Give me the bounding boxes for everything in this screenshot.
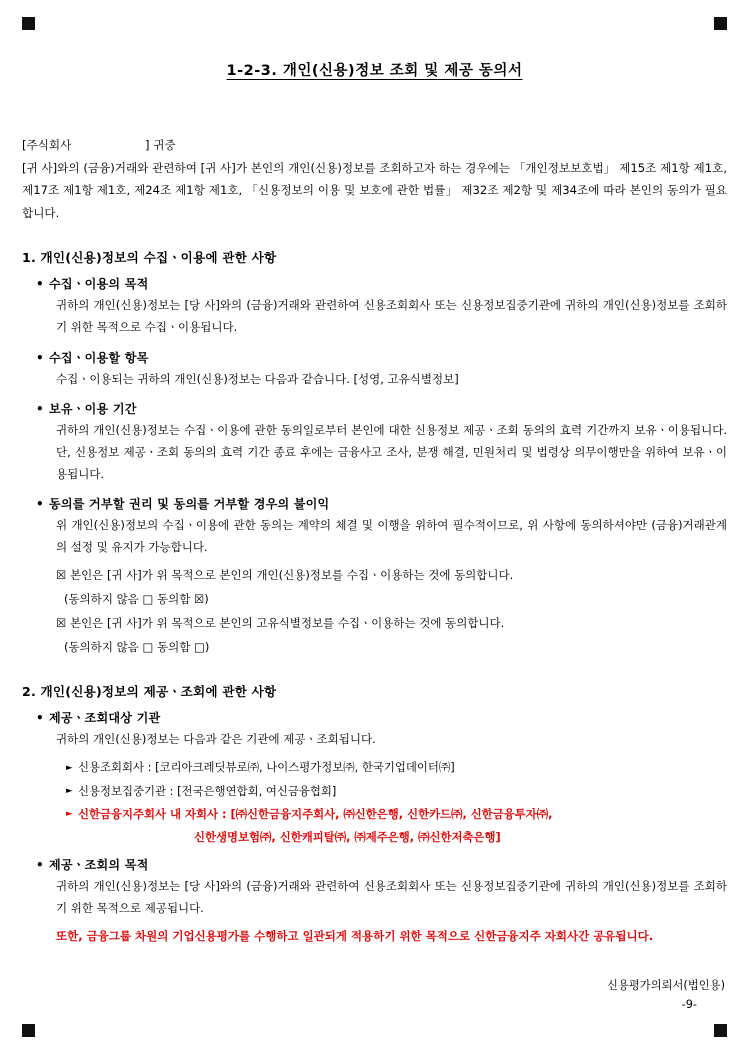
section-2-heading: 2. 개인(신용)정보의 제공ㆍ조회에 관한 사항 — [22, 684, 277, 700]
intro-block — [22, 134, 727, 224]
footer-label: 신용평가의뢰서(법인용) — [607, 978, 725, 992]
agency-item-credit-bureau: ► 신용조회회사 : [코리아크레딧뷰로㈜, 나이스평가정보㈜, 한국기업데이터㈜] — [66, 756, 727, 778]
consent-statement-1[interactable]: ☒ 본인은 [귀 사]가 위 목적으로 본인의 개인(신용)정보를 수집ㆍ이용하는 것에 동의합니다. — [56, 568, 514, 582]
consent-statement-2[interactable]: ☒ 본인은 [귀 사]가 위 목적으로 본인의 고유식별정보를 수집ㆍ이용하는 것에 동의합니다. — [56, 616, 505, 631]
page-number: -9- — [681, 997, 697, 1011]
consent-options-1[interactable]: (동의하지 않음 □ 동의함 ☒) — [64, 592, 209, 607]
agency-item-shinhan-affiliates: ► 신한금융지주회사 내 자회사 : [㈜신한금융지주회사, ㈜신한은행, 신한카드㈜, 신한금융투자㈜, — [66, 803, 727, 825]
registration-mark-bottom-right — [714, 1024, 727, 1037]
section-1-item-4-bullet: • 동의를 거부할 권리 및 동의를 거부할 경우의 불이익 — [36, 495, 727, 512]
page-footer — [607, 976, 725, 1014]
section-1-item-3-text: 귀하의 개인(신용)정보는 수집ㆍ이용에 관한 동의일로부터 본인에 대한 신용정보 제공ㆍ조회 동의의 효력 기간까지 보유ㆍ이용됩니다. 단, 신용정보 제공ㆍ조회 동의의 효력 기간 종료 후에는 금융사고 조사, 분쟁 해결, 민원처리 및 법령상 의무이행만을 위하여 보유ㆍ이용됩니다. — [56, 422, 727, 481]
section-2-item-2-bullet: • 제공ㆍ조회의 목적 — [36, 856, 727, 873]
registration-mark-bottom-left — [22, 1024, 35, 1037]
section-1-item-1-bullet: • 수집ㆍ이용의 목적 — [36, 275, 727, 292]
intro-paragraph: [귀 사]와의 (금융)거래와 관련하여 [귀 사]가 본인의 개인(신용)정보를 조회하고자 하는 경우에는 「개인정보보호법」 제15조 제1항 제1호, 제17조 제1항 제1호, 제24조 제1항 제1호, 「신용정보의 이용 및 보호에 관한 법률」 제32조 제2항 및 제34조에 따라 본인의 동의가 필요합니다. — [22, 160, 727, 220]
registration-mark-top-left — [22, 17, 35, 30]
section-1-item-2-bullet: • 수집ㆍ이용할 항목 — [36, 349, 727, 366]
section-1-item-1-text: 귀하의 개인(신용)정보는 [당 사]와의 (금융)거래와 관련하여 신용조회회사 또는 신용정보집중기관에 귀하의 개인(신용)정보를 조회하기 위한 목적으로 수집ㆍ이용됩니다. — [56, 298, 727, 335]
section-1-item-4-text: 위 개인(신용)정보의 수집ㆍ이용에 관한 동의는 계약의 체결 및 이행을 위하여 필수적이므로, 위 사항에 동의하셔야만 (금융)거래관계의 설정 및 유지가 가능합니다. — [56, 517, 727, 554]
section-1-item-3-bullet: • 보유ㆍ이용 기간 — [36, 400, 727, 417]
registration-mark-top-right — [714, 17, 727, 30]
section-2-item-1-bullet: • 제공ㆍ조회대상 기관 — [36, 709, 727, 726]
document-content — [22, 45, 727, 948]
section-1-item-2-text: 수집ㆍ이용되는 귀하의 개인(신용)정보는 다음과 같습니다. [성영, 고유식별정보] — [56, 371, 459, 386]
section-1-heading: 1. 개인(신용)정보의 수집ㆍ이용에 관한 사항 — [22, 250, 277, 266]
section-2-item-2-text: 귀하의 개인(신용)정보는 [당 사]와의 (금융)거래와 관련하여 신용조회회사 또는 신용정보집중기관에 귀하의 개인(신용)정보를 조회하기 위한 목적으로 제공됩니다. — [56, 879, 727, 916]
agency-item-credit-aggregator: ► 신용정보집중기관 : [전국은행연합회, 여신금융협회] — [66, 780, 727, 802]
consent-options-2[interactable]: (동의하지 않음 □ 동의함 □) — [64, 640, 210, 655]
agency-item-shinhan-affiliates-continued: 신한생명보험㈜, 신한캐피탈㈜, ㈜제주은행, ㈜신한저축은행] — [194, 830, 501, 845]
section-2-item-2-red-note: 또한, 금융그룹 차원의 기업신용평가를 수행하고 일관되게 적용하기 위한 목적으로 신한금융지주 자회사간 공유됩니다. — [56, 929, 654, 944]
section-2-item-1-text: 귀하의 개인(신용)정보는 다음과 같은 기관에 제공ㆍ조회됩니다. — [56, 732, 376, 747]
page-title: 1-2-3. 개인(신용)정보 조회 및 제공 동의서 — [226, 63, 523, 79]
company-recipient-line: [주식회사 ] 귀중 — [22, 138, 176, 152]
